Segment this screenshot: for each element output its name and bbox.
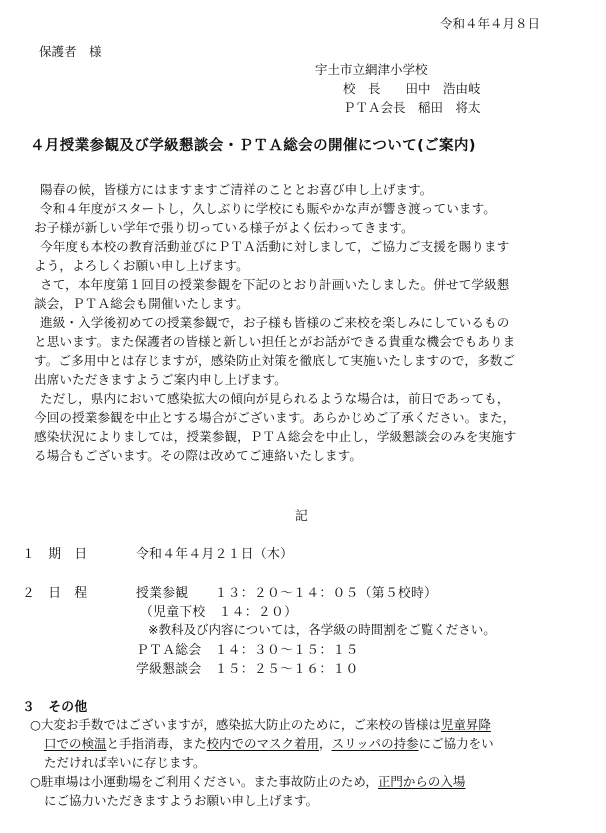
body-line: す。ご多用中とは存じますが，感染防止対策を徹底して実施いたしますので，多数ご <box>34 353 516 368</box>
body-line: さて，本年度第１回目の授業参観を下記のとおり計画いたしました。併せて学級懇 <box>40 277 510 292</box>
body-line: お子様が新しい学年で張り切っている様子がよく伝わってきます。 <box>34 220 414 235</box>
underlined-text: 口での検温 <box>44 736 107 751</box>
underlined-text: スリッパの持参 <box>331 736 419 751</box>
other-text: ○駐車場は小運動場をご利用ください。また事故防止のため， <box>30 774 378 789</box>
date-label: １ 期 日 <box>22 547 88 562</box>
body-line: 今年度も本校の教育活動並びにＰＴＡ活動に対しまして，ご協力ご支援を賜ります <box>40 239 510 254</box>
schedule-class-meeting: 学級懇談会 １５：２５～１６：１０ <box>136 662 359 677</box>
ki-heading: 記 <box>295 509 308 524</box>
underlined-text: 校内でのマスク着用 <box>206 736 320 751</box>
other-text: ○大変お手数ではございますが，感染拡大防止のために，ご来校の皆様は <box>30 717 441 732</box>
body-line: 今回の授業参観を中止とする場合がございます。あらかじめご了承ください。また， <box>34 410 516 425</box>
other-line-1 <box>30 715 491 733</box>
body-line: 進級・入学後初めての授業参観で，お子様も皆様のご来校を楽しみにしているもの <box>40 315 510 330</box>
other-line-5: にご協力いただきますようお願い申し上げます。 <box>44 793 319 808</box>
date-value: 令和４年４月２１日（木） <box>136 547 294 562</box>
body-line: 感染状況によりましては，授業参観，ＰＴＡ総会を中止し，学級懇談会のみを実施す <box>34 429 517 444</box>
schedule-note: ※教科及び内容については，各学級の時間割をご覧ください。 <box>148 622 496 637</box>
other-label: ３ その他 <box>22 700 88 715</box>
schedule-visit: 授業参観 １３：２０～１４：０５（第５校時） <box>136 586 438 601</box>
body-line: と思います。また保護者の皆様と新しい担任とがお話ができる貴重な機会でもありま <box>34 334 516 349</box>
document-title: ４月授業参観及び学級懇談会・ＰＴＡ総会の開催について(ご案内) <box>30 138 476 154</box>
addressee: 保護者 様 <box>39 44 102 59</box>
body-line: ただし，県内において感染拡大の傾向が見られるような場合は，前日であっても， <box>40 391 510 406</box>
body-line: る場合もございます。その際は改めてご連絡いたします。 <box>34 448 363 463</box>
other-text: ， <box>319 736 332 751</box>
pta-president-name: ＰＴＡ会長 稲田 将太 <box>343 100 481 115</box>
schedule-pta: ＰＴＡ総会 １４：３０～１５：１５ <box>136 643 359 658</box>
body-line: 令和４年度がスタートし，久しぶりに学校にも賑やかな声が響き渡っています。 <box>40 201 496 216</box>
body-line: 談会，ＰＴＡ総会も開催いたします。 <box>34 296 249 311</box>
schedule-label: ２ 日 程 <box>22 586 88 601</box>
principal-name: 校 長 田中 浩由岐 <box>343 81 481 96</box>
document-date: 令和４年４月８日 <box>440 16 541 31</box>
other-text: と手指消毒，また <box>106 736 207 751</box>
other-line-2 <box>44 734 494 752</box>
body-line: 出席いただきますようご案内申し上げます。 <box>34 372 287 387</box>
other-text: にご協力をい <box>418 736 494 751</box>
underlined-text: 正門からの入場 <box>377 774 466 789</box>
schedule-dismissal: （児童下校 １４：２０） <box>140 605 298 620</box>
underlined-text: 児童昇降 <box>440 717 491 732</box>
body-line: 陽春の候，皆様方にはますますご清祥のこととお喜び申し上げます。 <box>40 182 433 197</box>
other-line-4 <box>30 772 465 790</box>
other-line-3: ただければ幸いに存じます。 <box>44 755 206 770</box>
school-name: 宇土市立網津小学校 <box>315 62 428 77</box>
body-line: よう，よろしくお願い申し上げます。 <box>34 258 249 273</box>
